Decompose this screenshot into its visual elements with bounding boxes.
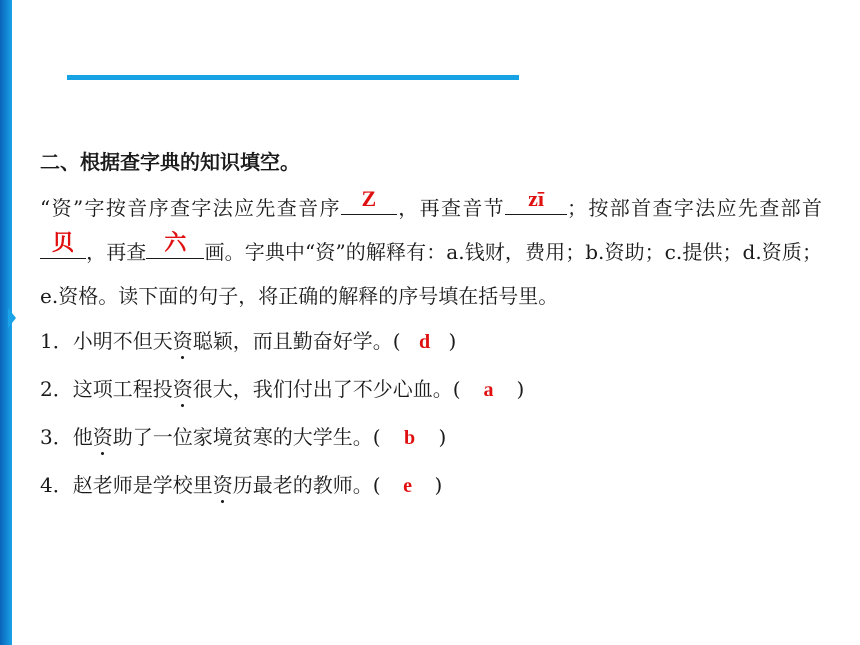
question-text: 3．他 — [40, 425, 93, 449]
question-text: 很大，我们付出了不少心血。( — [192, 377, 461, 401]
question-2 — [40, 366, 822, 414]
question-answer: e — [403, 475, 412, 497]
para-text-1: “资”字按音序查字法应先查音序 — [40, 196, 341, 220]
answer-3: 贝 — [51, 230, 74, 255]
question-text: 历最老的教师。( — [232, 473, 381, 497]
question-answer: a — [483, 379, 494, 401]
para-text-3: ；按部首查字法应先查部首 — [567, 196, 823, 220]
question-text: 4．赵老师是学校里 — [40, 473, 213, 497]
exercise-content — [40, 148, 822, 510]
question-text: 1．小明不但天 — [40, 329, 173, 353]
dotted-character: 资 — [92, 425, 113, 449]
answer-4: 六 — [164, 230, 187, 255]
left-notch-marker — [8, 308, 16, 328]
question-text: 聪颖，而且勤奋好学。( — [192, 329, 401, 353]
answer-blank-1 — [341, 186, 397, 215]
answer-blank-4 — [146, 230, 204, 259]
dotted-character: 资 — [172, 329, 193, 353]
answer-1: Z — [361, 186, 377, 211]
dotted-character: 资 — [172, 377, 193, 401]
question-1 — [40, 318, 822, 366]
title-underline — [67, 75, 519, 80]
question-3 — [40, 414, 822, 462]
para-text-2: ，再查音节 — [396, 196, 506, 220]
closing-paren: ) — [438, 425, 447, 449]
para-text-4: ，再查 — [86, 240, 147, 264]
question-text: 2．这项工程投 — [40, 377, 173, 401]
question-answer: b — [403, 427, 416, 449]
question-text: 助了一位家境贫寒的大学生。( — [112, 425, 381, 449]
section-heading: 二、根据查字典的知识填空。 — [40, 150, 300, 174]
closing-paren: ) — [516, 377, 525, 401]
closing-paren: ) — [448, 329, 457, 353]
closing-paren: ) — [434, 473, 443, 497]
dotted-character: 资 — [212, 473, 233, 497]
question-4 — [40, 462, 822, 510]
question-answer: d — [418, 331, 431, 353]
instruction-paragraph — [40, 186, 822, 318]
answer-2: zī — [528, 186, 544, 211]
para-text-5: 画。字典中“资”的解释有：a.钱财，费用；b.资助；c.提供；d.资质；e.资格。读下面的句子，将正确的解释的序号填在括号里。 — [40, 240, 823, 308]
answer-blank-3 — [40, 230, 86, 259]
answer-blank-2 — [505, 186, 567, 215]
